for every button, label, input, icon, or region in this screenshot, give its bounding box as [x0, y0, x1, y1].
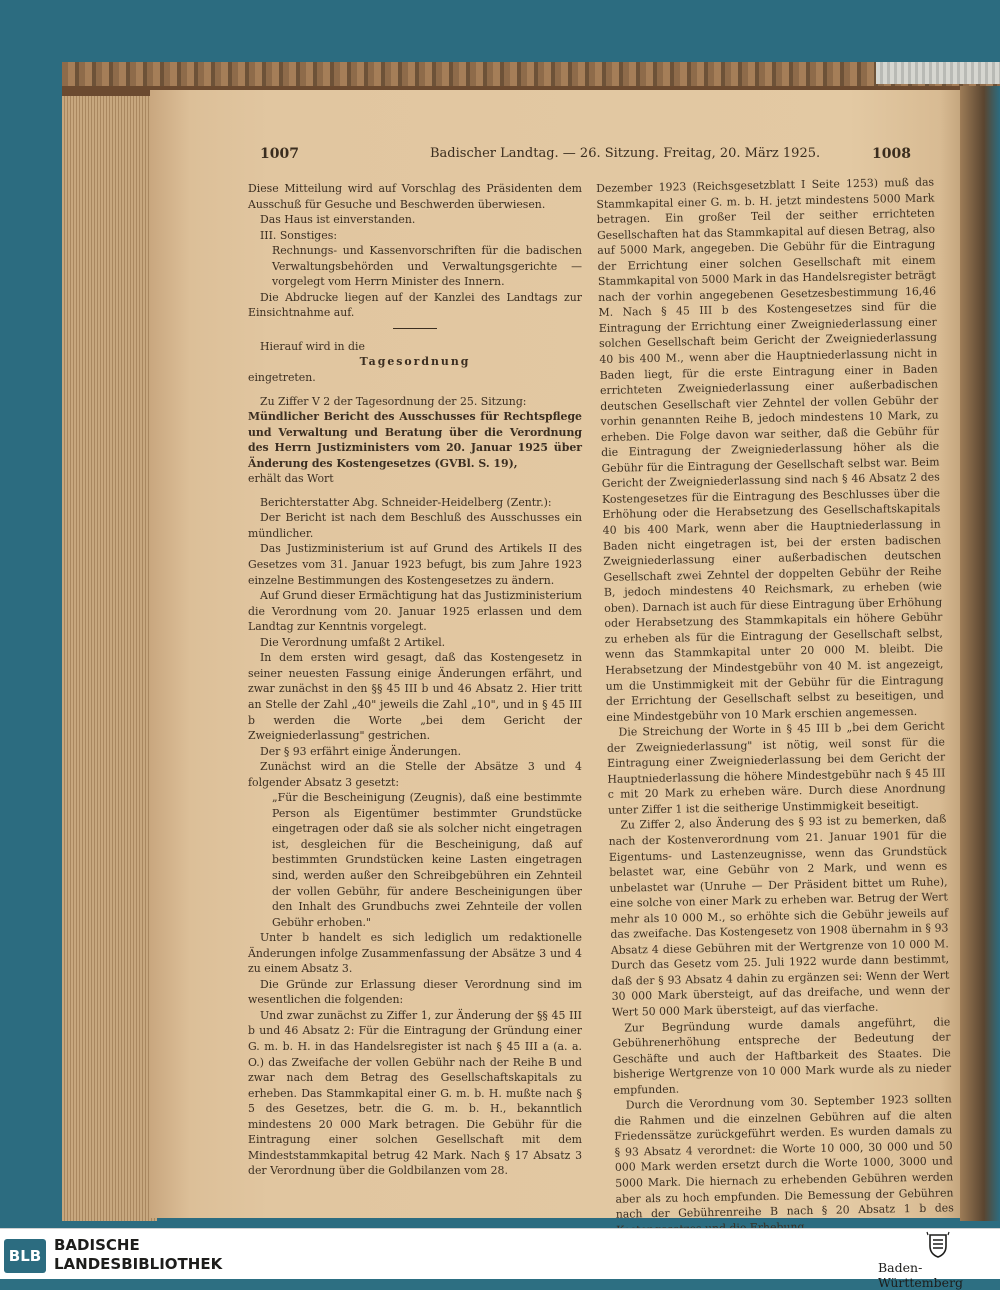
viewer-footer — [0, 1228, 1000, 1290]
blb-logo[interactable]: BLB — [4, 1239, 46, 1273]
left-paragraph: eingetreten. — [248, 371, 316, 385]
left-paragraph: Unter b handelt es sich lediglich um redaktionelle Änderungen infolge Zusammenfassung der Absätze 3 und 4 zu einem Absatz 3. — [248, 931, 582, 976]
bw-name[interactable]: Baden-Württemberg — [878, 1260, 964, 1290]
left-paragraph: Zu Ziffer V 2 der Tagesordnung der 25. Sitzung: — [260, 394, 527, 408]
left-paragraph: Der § 93 erfährt einige Änderungen. — [260, 744, 462, 758]
paragraph-gap — [248, 386, 582, 394]
left-paragraph: Das Haus ist einverstanden. — [260, 213, 416, 227]
left-paragraph: Das Justizministerium ist auf Grund des Artikels II des Gesetzes vom 31. Januar 1923 befugt, bis zum Jahre 1923 einzelne Bestimmungen des Kostengesetzes zu ändern. — [248, 542, 582, 587]
left-paragraph: Tagesordnung — [359, 355, 471, 369]
page-number-left: 1007 — [260, 146, 299, 162]
left-paragraph: Zunächst wird an die Stelle der Absätze 3 und 4 folgender Absatz 3 gesetzt: — [248, 760, 582, 789]
right-text-column — [596, 175, 954, 1238]
left-text-column — [248, 181, 582, 1179]
left-paragraph: Die Abdrucke liegen auf der Kanzlei des Landtags zur Einsichtnahme auf. — [248, 290, 582, 320]
left-paragraph: In dem ersten wird gesagt, daß das Kostengesetz in seiner neuesten Fassung einige Änderungen erfährt, und zwar zunächst in den §§ 45 III b und 46 Absatz 2. Hier tritt an Stelle der Zahl „40" jeweils die Zahl „10", und in § 45 III b werden die Worte „bei dem Gericht der Zweigniederlassung" gestrichen. — [248, 651, 582, 743]
left-paragraph: „Für die Bescheinigung (Zeugnis), daß eine bestimmte Person als Eigentümer bestimmter Grundstücke eingetragen oder daß sie als solcher nicht eingetragen ist, desgleichen für die Bescheinigung, daß auf bestimmten Grundstücken keine Lasten eingetragen sind, werden außer den Schreibgebühren ein Zehnteil der vollen Gebühr, für andere Bescheinigungen über den Inhalt des Grundbuchs zwei Zehnteile der vollen Gebühr erhoben." — [272, 791, 582, 929]
page-curl-shadow — [960, 86, 1000, 1221]
right-paragraph: Dezember 1923 (Reichsgesetzblatt I Seite 1253) muß das Stammkapital einer G. m. b. H. jetzt mindestens 5000 Mark betragen. Ein großer Teil der seither errichteten Gesellschaften hat das Stammkapital auf diesen Betrag, also auf 5000 Mark, angegeben. Die Gebühr für die Eintragung der Errichtung einer solchen Gesellschaft mit einem Stammkapital von 5000 Mark in das Handelsregister beträgt nach der vorhin angegebenen Gesetzesbestimmung 16,46 M. Nach § 45 III b des Kostengesetzes sind für die Eintragung der Errichtung einer Zweigniederlassung einer solchen Gesellschaft beim Gericht der Zweigniederlassung 40 bis 400 M., wenn aber die Hauptniederlassung nicht in Baden liegt, für die erste Eintragung einer in Baden errichteten Zweigniederlassung einer außerbadischen deutschen Gesellschaft vier Zehntel der vollen Gebühr der vorhin genannten Reihe B, jedoch mindestens 10 Mark, zu erheben. Die Folge davon war seither, daß die Gebühr für die Eintragung der Zweigniederlassung höher als die Gebühr für die Eintragung der Gesellschaft selbst war. Beim Gericht der Zweigniederlassung sind nach § 46 Absatz 2 des Kostengesetzes für die Eintragung des Beschlusses über die Erhöhung oder die Herabsetzung des Gesellschaftskapitals 40 bis 400 Mark, wenn aber die Hauptniederlassung in Baden nicht eingetragen ist, bei der ersten badischen Zweigniederlassung einer außerbadischen deutschen Gesellschaft zwei Zehntel der doppelten Gebühr der Reihe B, jedoch mindestens 40 Reichsmark, zu erheben (wie oben). Darnach ist auch für diese Eintragung über Erhöhung oder Herabsetzung des Stammkapitals ein höhere Gebühr zu erheben als für die Eintragung der Gesellschaft selbst, wenn das Stammkapital unter 20 000 M. bleibt. Die Herabsetzung der Mindestgebühr von 40 M. ist angezeigt, um die Unstimmigkeit mit der Gebühr für die Eintragung der Errichtung der Gesellschaft selbst zu beseitigen, und eine Mindestgebühr von 10 Mark erschien angemessen. — [596, 175, 945, 724]
left-paragraph: Rechnungs- und Kassenvorschriften für die badischen Verwaltungsbehörden und Verwaltungsgerichte — vorgelegt vom Herrn Minister des Innern. — [272, 244, 582, 289]
left-paragraph: Der Bericht ist nach dem Beschluß des Ausschusses ein mündlicher. — [248, 511, 582, 540]
blb-name-line2: LANDESBIBLIOTHEK — [54, 1255, 223, 1273]
page-edges — [62, 96, 157, 1221]
paragraph-gap — [248, 487, 582, 495]
blb-name-line1: BADISCHE — [54, 1236, 140, 1254]
right-paragraph: Die Streichung der Worte in § 45 III b „bei dem Gericht der Zweigniederlassung" ist nötig, weil sonst für die Eintragung einer Zweigniederlassung bei dem Gericht der Hauptniederlassung die höhere Mindestgebühr nach § 45 III c mit 20 Mark zu erheben wäre. Durch diese Anordnung unter Ziffer 1 ist die seitherige Unstimmigkeit beseitigt. — [606, 719, 946, 817]
left-paragraph: Und zwar zunächst zu Ziffer 1, zur Änderung der §§ 45 III b und 46 Absatz 2: Für die Eintragung der Gründung einer G. m. b. H. in das Handelsregister ist nach § 45 III a (a. a. O.) das Zweifache der vollen Gebühr nach der Reihe B und zwar nach dem Betrag des Gesellschaftskapitals zu erheben. Das Stammkapital einer G. m. b. H. mußte nach § 5 des Gesetzes, betr. die G. m. b. H., bekanntlich mindestens 20 000 Mark betragen. Die Gebühr für die Eintragung einer solchen Gesellschaft mit dem Mindeststammkapital betrug 42 Mark. Nach § 17 Absatz 3 der Verordnung über die Goldbilanzen vom 28. — [248, 1008, 582, 1178]
right-paragraph: Zu Ziffer 2, also Änderung des § 93 ist zu bemerken, daß nach der Kostenverordnung vom 21. Januar 1901 für die Eigentums- und Lastenzeugnisse, wenn das Grundstück belastet war, eine Gebühr von 2 Mark, und wenn es unbelastet war (Unruhe — Der Präsident bittet um Ruhe), eine solche von einer Mark zu erheben war. Betrug der Wert mehr als 10 000 M., so erhöhte sich die Gebühr jeweils auf das zweifache. Das Kostengesetz von 1908 übernahm in § 93 Absatz 4 diese Gebühren mit der Wertgrenze von 10 000 M. Durch das Gesetz vom 25. Juli 1922 wurde dann bestimmt, daß der § 93 Absatz 4 dahin zu ergänzen sei: Wenn der Wert 30 000 Mark übersteigt, auf das dreifache, und wenn der Wert 50 000 Mark übersteigt, auf das vierfache. — [608, 812, 950, 1019]
coat-of-arms-icon — [924, 1231, 952, 1259]
left-paragraph: erhält das Wort — [248, 472, 334, 486]
left-paragraph: Hierauf wird in die — [260, 339, 365, 353]
left-paragraph: Mündlicher Bericht des Ausschusses für Rechtspflege und Verwaltung und Beratung über die Verordnung des Herrn Justizministers vom 20. Januar 1925 über Änderung des Kostengesetzes (GVBl. S. 19), — [248, 410, 582, 470]
left-paragraph: Die Verordnung umfaßt 2 Artikel. — [260, 635, 446, 649]
bookmark-ribbon — [876, 62, 1000, 84]
left-paragraph: Auf Grund dieser Ermächtigung hat das Justizministerium die Verordnung vom 20. Januar 1925 erlassen und dem Landtag zur Kenntnis vorgelegt. — [248, 589, 582, 634]
left-paragraph: Diese Mitteilung wird auf Vorschlag des Präsidenten dem Ausschuß für Gesuche und Beschwerden überwiesen. — [248, 182, 582, 211]
separator-rule — [393, 328, 437, 329]
blb-name[interactable] — [54, 1236, 222, 1274]
left-paragraph: III. Sonstiges: — [260, 228, 337, 242]
running-title: Badischer Landtag. — 26. Sitzung. Freitag, 20. März 1925. — [430, 146, 821, 161]
left-paragraph: Die Gründe zur Erlassung dieser Verordnung sind im wesentlichen die folgenden: — [248, 977, 582, 1007]
left-paragraph: Berichterstatter Abg. Schneider-Heidelberg (Zentr.): — [260, 495, 552, 509]
right-paragraph: Durch die Verordnung vom 30. September 1923 sollten die Rahmen und die einzelnen Gebühren auf die alten Friedenssätze zurückgeführt werden. Es wurden damals zu § 93 Absatz 4 verordnet: die Worte 10 000, 30 000 und 50 000 Mark werden ersetzt durch die Worte 1000, 3000 und 5000 Mark. Die hiernach zu erhebenden Gebühren werden aber als zu hoch empfunden. Die Bemessung der Gebühren nach der Gebührenreihe B nach § 20 Absatz 1 b des Erhebung — [613, 1092, 954, 1234]
page-number-right: 1008 — [872, 146, 911, 162]
right-paragraph: Zur Begründung wurde damals angeführt, die Gebührenerhöhung entspreche der Bedeutung der Geschäfte und auch der Haftbarkeit des Staates. Die bisherige Wertgrenze von 10 000 Mark wurde als zu nieder empfunden. — [612, 1014, 952, 1097]
